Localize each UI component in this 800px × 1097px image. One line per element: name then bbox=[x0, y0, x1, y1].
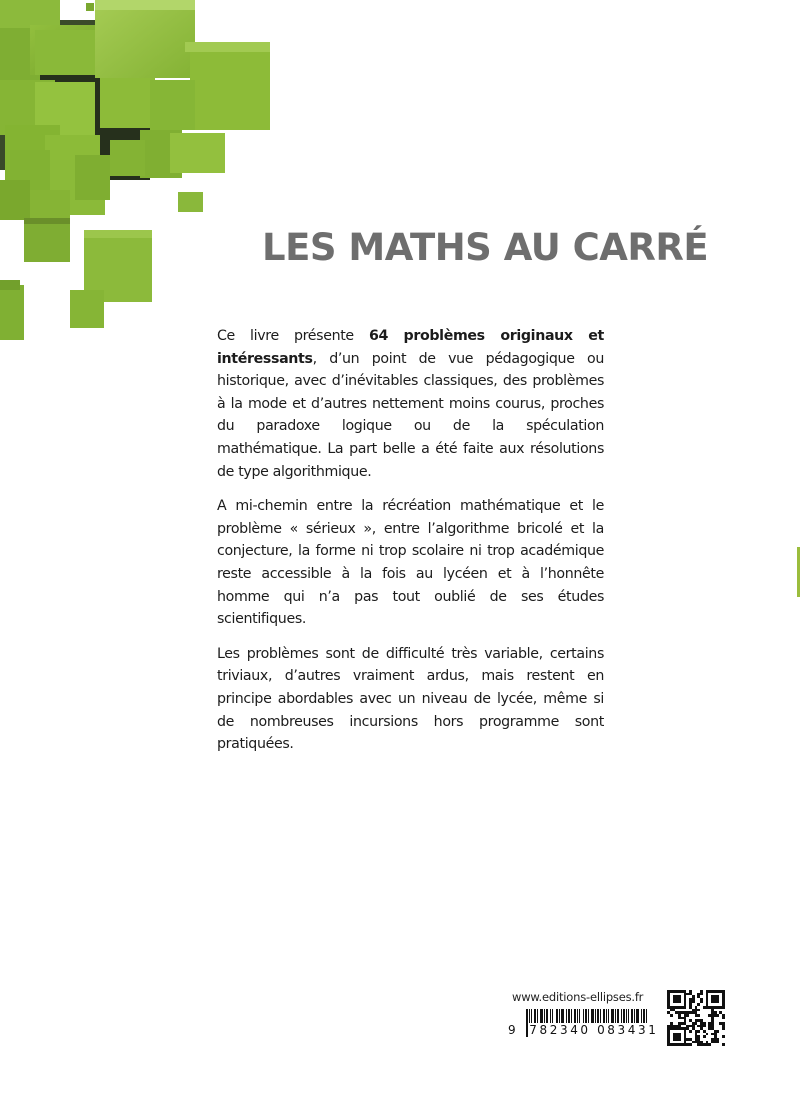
isbn-digits: 782340 083431 bbox=[529, 1023, 659, 1037]
isbn-prefix: 9 bbox=[508, 1023, 519, 1037]
isbn-number bbox=[508, 1023, 668, 1037]
paragraph-text: Ce livre présente bbox=[217, 328, 369, 344]
cubes-icon bbox=[0, 0, 280, 340]
paragraph-text: , d’un point de vue pédagogique ou historique, avec d’inévitables classiques, des problèmes à la mode et d’autres nettement moins courus, proches du paradoxe logique ou de la spéculation mathématique. La part belle a été faite aux résolutions de type algorithmique. bbox=[217, 350, 604, 480]
description-paragraph-1 bbox=[217, 325, 604, 483]
publisher-website-link[interactable]: www.editions-ellipses.fr bbox=[512, 990, 644, 1004]
book-title: LES MATHS AU CARRÉ bbox=[262, 226, 709, 269]
green-cubes-illustration bbox=[0, 0, 280, 340]
description-paragraph-2: A mi-chemin entre la récréation mathématique et le problème « sérieux », entre l’algorithme bricolé et la conjecture, la forme ni trop scolaire ni trop académique reste accessible à la fois au lycéen et à l’honnête homme qui n’a pas tout oublié de ses études scientifiques. bbox=[217, 498, 604, 628]
description-paragraph-3: Les problèmes sont de difficulté très variable, certains triviaux, d’autres vraiment ardus, mais restent en principe abordables avec un niveau de lycée, même si de nombreuses incursions hors programme sont pratiquées. bbox=[217, 645, 604, 753]
highlighted-text: 64 problèmes originaux et intéressants bbox=[217, 328, 604, 367]
qr-code-icon[interactable] bbox=[667, 990, 725, 1046]
back-cover-description bbox=[217, 325, 604, 768]
